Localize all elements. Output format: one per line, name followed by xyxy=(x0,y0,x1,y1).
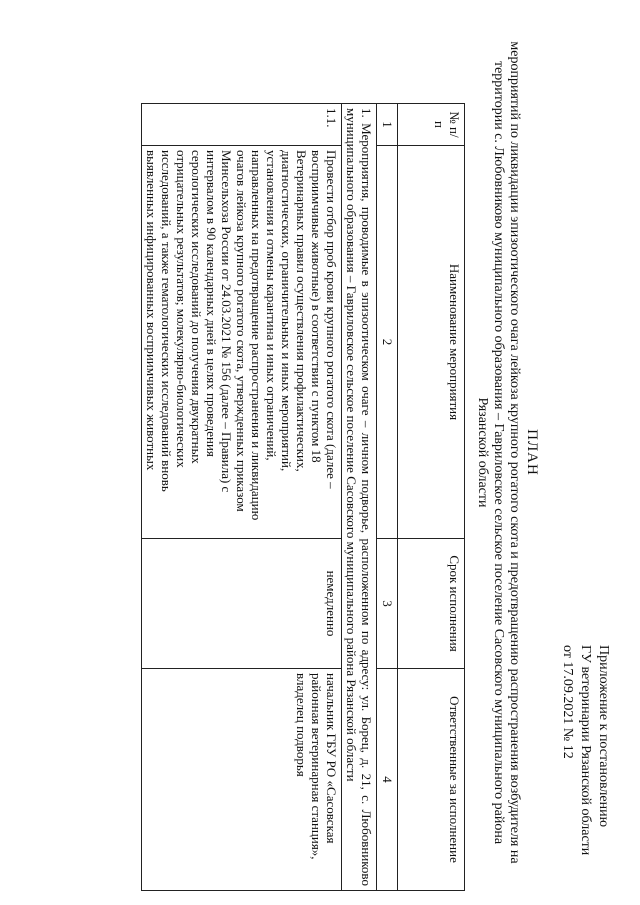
document-title: ПЛАН xyxy=(524,429,540,476)
header-date: Срок исполнения xyxy=(398,539,465,669)
row-responsible: начальник ГБУ РО «Сасовская районная ветеринарная станция», владелец подворья xyxy=(142,669,342,891)
plan-table xyxy=(141,103,465,891)
row-deadline: немедленно xyxy=(142,539,342,669)
approval-line-3: от 17.09.2021 № 12 xyxy=(560,645,575,759)
section-heading: 1. Мероприятия, проводимые в эпизоотическом очаге – личном подворье, расположенном по адресу: ул. Борец, д. 21, с. Любовниково муниципального образования – Гавриловское сельское поселение Сасовского муниципального района Рязанской области xyxy=(342,104,377,891)
header-resp: Ответственные за исполнение xyxy=(398,669,465,891)
col-number-3: 3 xyxy=(377,539,398,669)
column-number-row xyxy=(377,104,398,891)
header-num: № п/п xyxy=(398,104,465,146)
col-number-1: 1 xyxy=(377,104,398,146)
row-measure: Провести отбор проб крови крупного рогатого скота (далее – восприимчивые животные) в соответствии с пунктом 18 Ветеринарных правил осуществления профилактических, диагностических, ограничительных и иных мероприятий, установления и отмены карантина и иных ограничений, направленных на предотвращение распространения и ликвидацию очагов лейкоза крупного рогатого скота, утвержденных приказом Минсельхоза России от 24.03.2021 № 156 (далее – Правила) с интервалом в 90 календарных дней в целях проведения серологических исследований до получения двукратных отрицательных результатов; молекулярно-биологических исследований, а также гематологических исследований вновь выявленных инфицированных восприимчивых животных xyxy=(142,146,342,539)
section-row xyxy=(342,104,377,891)
table-header-row xyxy=(398,104,465,891)
table-row xyxy=(142,104,342,891)
approval-line-1: Приложение к постановлению xyxy=(596,645,611,828)
document-subtitle: мероприятий по ликвидации эпизоотического очага лейкоза крупного рогатого скота и предотвращению распространения возбудителя на территории с. Любовниково муниципального образования – Гавриловское сельское поселение Сасовского муниципального района Рязанской области xyxy=(475,41,522,864)
approval-line-2: ГУ ветеринарии Рязанской области xyxy=(578,645,593,856)
col-number-4: 4 xyxy=(377,669,398,891)
col-number-2: 2 xyxy=(377,146,398,539)
header-name: Наименование мероприятия xyxy=(398,146,465,539)
row-num: 1.1. xyxy=(142,104,342,146)
approval-block xyxy=(558,645,612,855)
